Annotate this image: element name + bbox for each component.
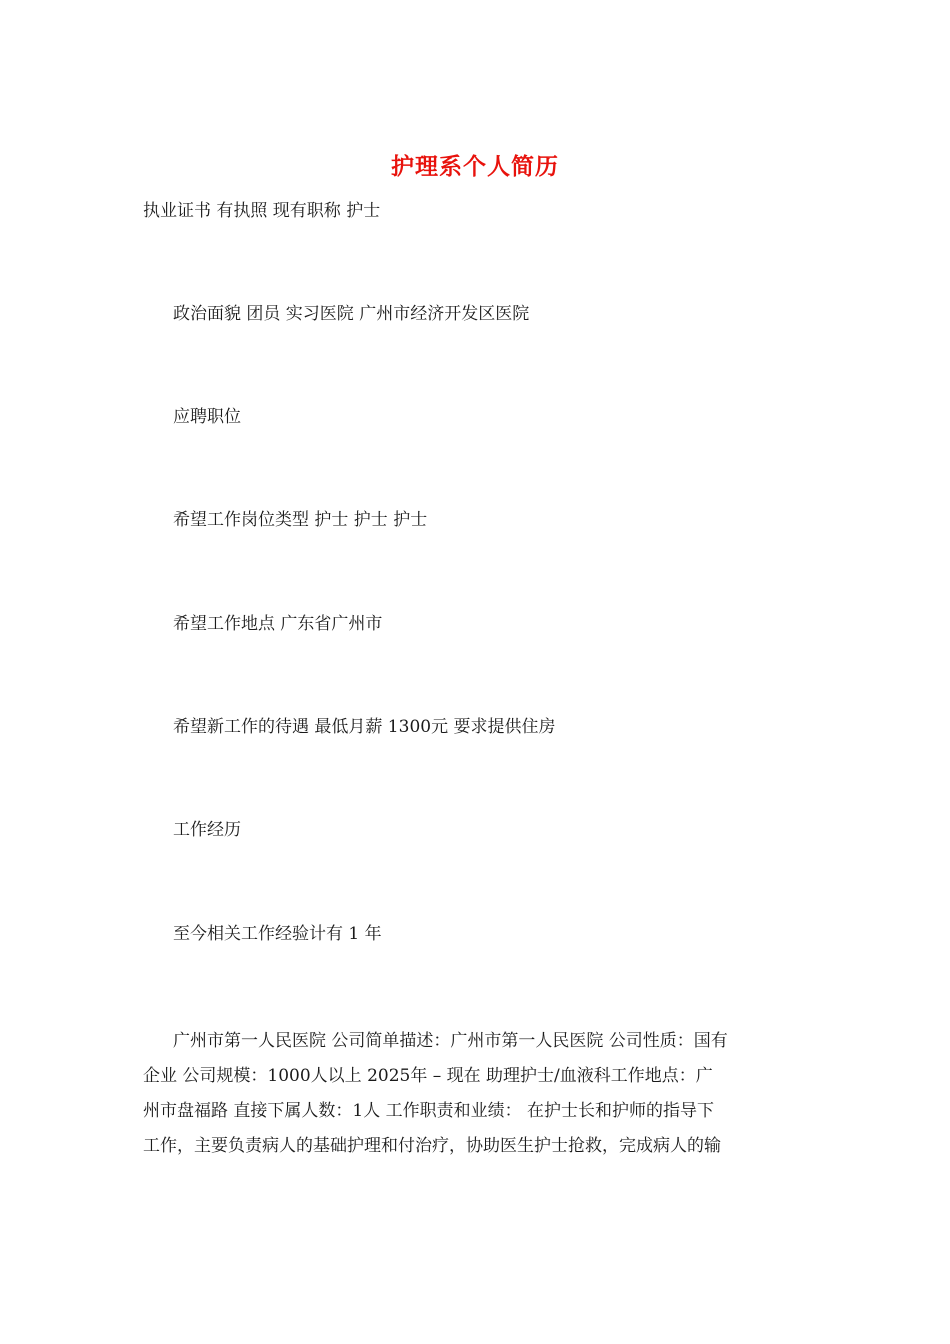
political-status-line: 政治面貌 团员 实习医院 广州市经济开发区医院 — [173, 304, 530, 324]
work-history-paragraph — [143, 1024, 803, 1164]
paragraph-line: 广州市第一人民医院 公司简单描述：广州市第一人民医院 公司性质：国有 — [173, 1031, 728, 1051]
desired-salary-line: 希望新工作的待遇 最低月薪 1300元 要求提供住房 — [173, 717, 556, 737]
paragraph-line: 州市盘福路 直接下属人数：1人 工作职责和业绩： 在护士长和护师的指导下 — [143, 1101, 715, 1121]
certificate-line: 执业证书 有执照 现有职称 护士 — [143, 201, 381, 221]
paragraph-line: 企业 公司规模：1000人以上 2025年 – 现在 助理护士/血液科工作地点：广 — [143, 1066, 713, 1086]
work-experience-heading: 工作经历 — [173, 820, 241, 840]
document-title: 护理系个人简历 — [391, 153, 559, 180]
paragraph-line: 工作，主要负责病人的基础护理和付治疗，协助医生护士抢救，完成病人的输 — [143, 1136, 721, 1156]
desired-job-type-line: 希望工作岗位类型 护士 护士 护士 — [173, 510, 428, 530]
applied-position-line: 应聘职位 — [173, 407, 241, 427]
experience-years-line: 至今相关工作经验计有 1 年 — [173, 924, 382, 944]
desired-location-line: 希望工作地点 广东省广州市 — [173, 614, 383, 634]
